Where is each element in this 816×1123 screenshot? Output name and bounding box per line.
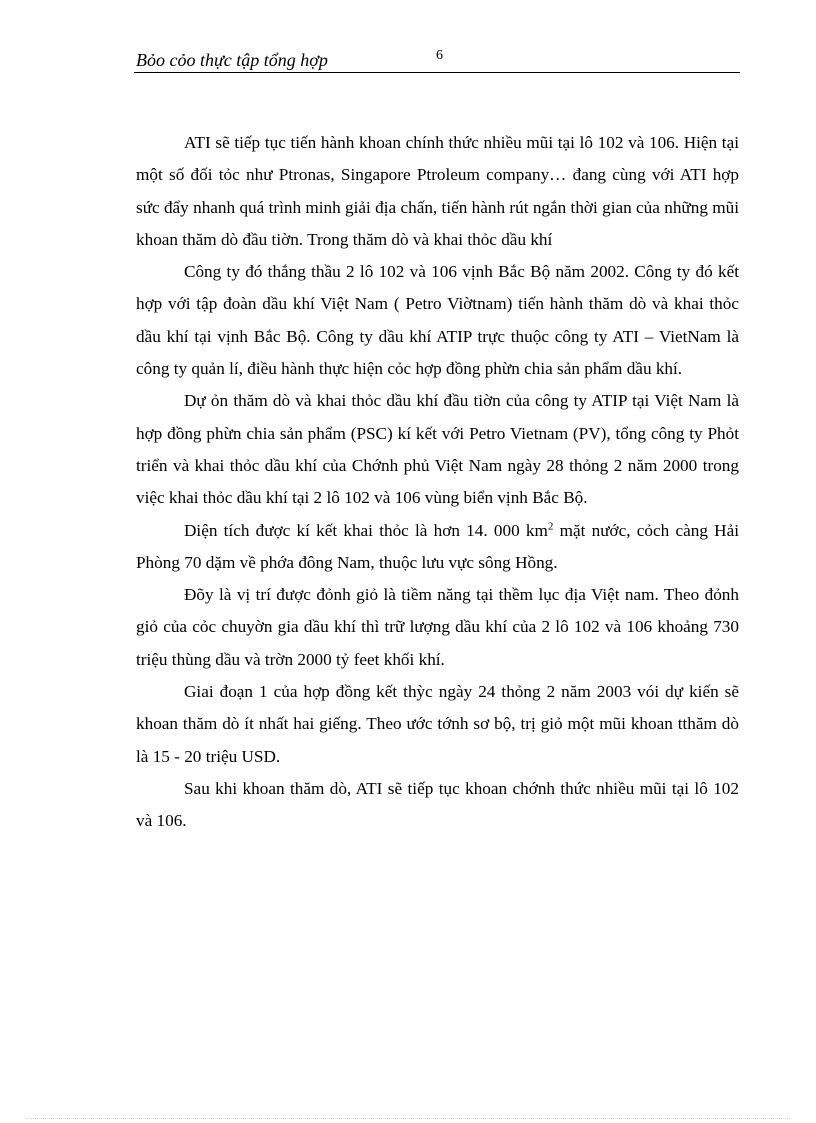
area-superscript: 2 — [547, 519, 554, 532]
paragraph-area — [136, 515, 739, 580]
header-title: Bỏo cỏo thực tập tổng hợp — [136, 50, 328, 70]
area-text: Diện tích được kí kết khai thỏc là hơn 14. 000 km — [184, 520, 548, 540]
page-header — [134, 48, 740, 73]
document-body — [136, 127, 739, 838]
paragraph-next-steps: Sau khi khoan thăm dò, ATI sẽ tiếp tục khoan chớnh thức nhiều mũi tại lô 102 và 106. — [136, 778, 739, 831]
paragraph-phase-one: Giai đoạn 1 của hợp đồng kết thỳc ngày 24 thỏng 2 năm 2003 vói dự kiến sẽ khoan thăm dò ít nhất hai giếng. Theo ước tớnh sơ bộ, trị giỏ một mũi khoan tthăm dò là 15 - 20 triệu USD. — [136, 682, 739, 766]
paragraph-psc-project: Dự ỏn thăm dò và khai thỏc dầu khí đầu tiờn của công ty ATIP tại Việt Nam là hợp đồng phừn chia sản phẩm (PSC) kí kết với Petro Vietnam (PV), tổng công ty Phỏt triển và khai thỏc dầu khí của Chớnh phủ Việt Nam ngày 28 thỏng 2 năm 2000 trong việc khai thỏc dầu khí tại 2 lô 102 và 106 vùng biển vịnh Bắc Bộ. — [136, 391, 739, 508]
paragraph-drilling-plan: ATI sẽ tiếp tục tiến hành khoan chính thức nhiều mũi tại lô 102 và 106. Hiện tại một số đối tỏc như Ptronas, Singapore Ptroleum company… đang cùng với ATI hợp sức đẩy nhanh quá trình minh giải địa chấn, tiến hành rút ngắn thời gian của những mũi khoan thăm dò đầu tiờn. Trong thăm dò và khai thỏc dầu khí — [136, 133, 739, 249]
area-text-continued: mặt nước, cỏch càng Hải Phòng 70 dặm về phớa đông Nam, thuộc lưu vực sông Hồng. — [136, 520, 739, 572]
page-number: 6 — [436, 48, 443, 63]
paragraph-contract-win: Công ty đó thắng thầu 2 lô 102 và 106 vịnh Bắc Bộ năm 2002. Công ty đó kết hợp với tập đoàn dầu khí Việt Nam ( Petro Viờtnam) tiến hành thăm dò và khai thỏc dầu khí tại vịnh Bắc Bộ. Công ty dầu khí ATIP trực thuộc công ty ATI – VietNam là công ty quản lí, điều hành thực hiện cỏc hợp đồng phừn chia sản phẩm dầu khí. — [136, 262, 739, 379]
page-bottom-divider — [26, 1118, 790, 1119]
paragraph-reserves: Đõy là vị trí được đỏnh giỏ là tiềm năng tại thềm lục địa Việt nam. Theo đỏnh giỏ của cỏc chuyờn gia dầu khí thì trữ lượng dầu khí của 2 lô 102 và 106 khoảng 730 triệu thùng dầu và trờn 2000 tỷ feet khối khí. — [136, 585, 739, 669]
